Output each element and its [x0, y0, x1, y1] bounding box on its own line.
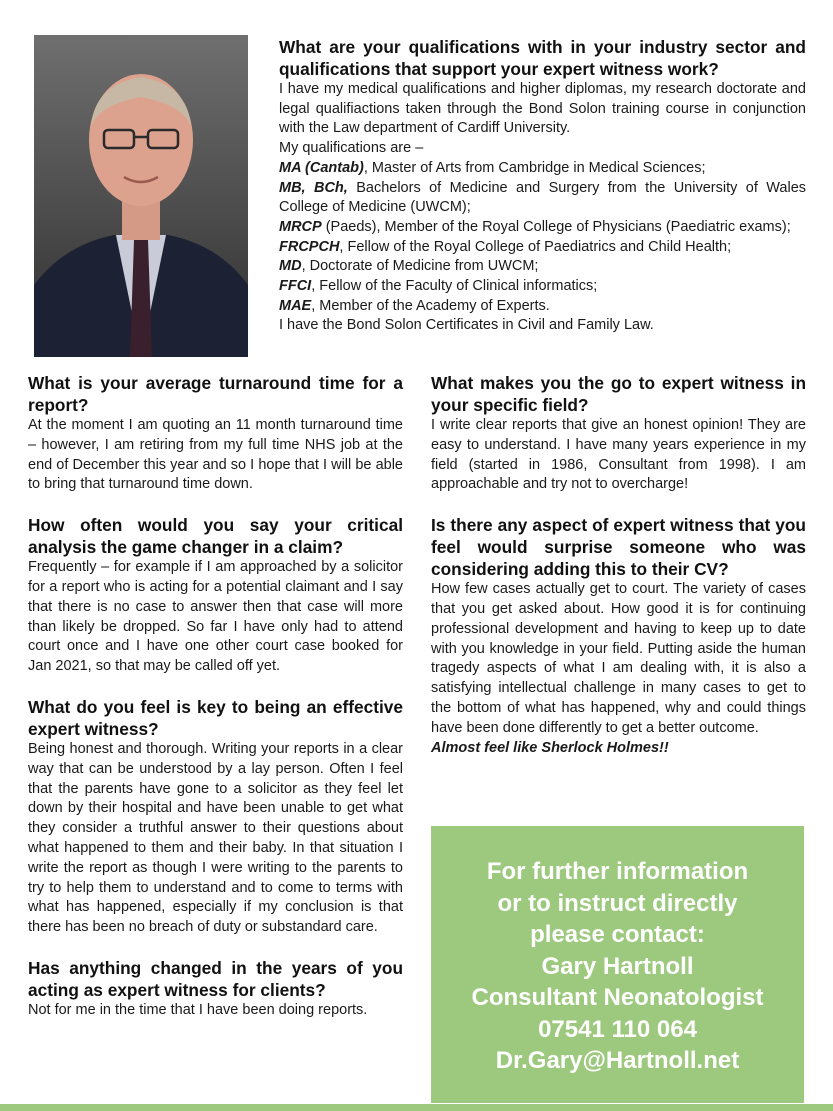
qualification-item: FFCI, Fellow of the Faculty of Clinical informatics;: [279, 278, 598, 295]
footer-accent-bar: [0, 1104, 833, 1111]
qualification-item: MA (Cantab), Master of Arts from Cambridge in Medical Sciences;: [279, 159, 706, 176]
qualifications-list: [279, 159, 806, 317]
qualification-item: MRCP (Paeds), Member of the Royal College of Physicians (Paediatric exams);: [279, 218, 791, 235]
contact-name: Gary Hartnoll: [541, 952, 694, 980]
closing-remark: Almost feel like Sherlock Holmes!!: [431, 739, 669, 756]
qualifications-answer: I have my medical qualifications and higher diplomas, my research doctorate and legal qualifiactions taken through the Bond Solon training course in conjunction with the Law department of Cardiff University.: [279, 81, 806, 137]
answer-text: I write clear reports that give an honest opinion! They are easy to understand. I have many years experience in my field (started in 1986, Consultant from 1998). I am approachable and try not to overcharge!: [431, 417, 806, 493]
question-heading: What makes you the go to expert witness in your specific field?: [431, 373, 806, 415]
qa-block: [28, 957, 403, 1021]
qualification-item: MAE, Member of the Academy of Experts.: [279, 297, 550, 314]
contact-line: or to instruct directly: [497, 889, 738, 917]
answer-text: At the moment I am quoting an 11 month turnaround time – however, I am retiring from my full time NHS job at the end of December this year and so I hope that I will be able to bring that turnaround time down.: [28, 417, 403, 493]
contact-email: Dr.Gary@Hartnoll.net: [495, 1047, 740, 1074]
answer-text: How few cases actually get to court. The variety of cases that you get asked about. How good it is for continuing professional development and having to keep up to date with you knowledge in your field. Putting aside the human tragedy aspects of what I am dealing with, it is also a satisfying intellectual challenge in many cases to get to the bottom of what has happened, why and could things have been done differently to get a better outcome.: [431, 581, 806, 736]
contact-line: please contact:: [530, 921, 705, 948]
contact-box: [431, 826, 804, 1103]
question-heading: What do you feel is key to being an effective expert witness?: [28, 696, 403, 739]
qa-block: [431, 372, 806, 495]
right-column: [431, 372, 806, 777]
portrait-photo: [34, 35, 248, 357]
qa-block: [28, 514, 403, 677]
answer-text: Frequently – for example if I am approached by a solicitor for a report who is acting for a potential claimant and I say that there is no case to answer then that case will more than likely be dropped. So far I have only had to attend court once and I have one other court case booked for Jan 2021, so that may be called off yet.: [28, 559, 403, 675]
qualification-item: MB, BCh, Bachelors of Medicine and Surgery from the University of Wales College of Medicine (UWCM);: [279, 179, 807, 216]
contact-phone: 07541 110 064: [538, 1015, 697, 1043]
qualifications-section: [279, 36, 806, 336]
qualifications-list-intro: My qualifications are –: [279, 140, 424, 157]
question-heading: Is there any aspect of expert witness that you feel would surprise someone who was considering adding this to their CV?: [431, 515, 806, 580]
qualifications-question: What are your qualifications with in your industry sector and qualifications that support your expert witness work?: [279, 37, 806, 79]
left-column: [28, 372, 403, 1040]
qualification-item: FRCPCH, Fellow of the Royal College of Paediatrics and Child Health;: [279, 238, 732, 255]
answer-text: Not for me in the time that I have been doing reports.: [28, 1001, 368, 1018]
qa-block: [431, 514, 806, 758]
question-heading: How often would you say your critical analysis the game changer in a claim?: [28, 515, 403, 558]
contact-line: For further information: [486, 858, 749, 885]
contact-title: Consultant Neonatologist: [471, 984, 764, 1011]
answer-text: Being honest and thorough. Writing your reports in a clear way that can be understood by a lay person. Often I feel that the parents have gone to a solicitor as they feel let down by their hospital and have been unable to get what they consider a truthful answer to their questions about what happened to them and their baby. In that situation I write the report as though I were writing to the parents to try to help them to understand and to come to terms with what has happened, especially if my conclusion is that there has been no breach of duty or substandard care.: [28, 740, 403, 936]
qa-block: [28, 696, 403, 938]
qualifications-closing: I have the Bond Solon Certificates in Civil and Family Law.: [279, 317, 654, 334]
qualification-item: MD, Doctorate of Medicine from UWCM;: [279, 258, 539, 275]
question-heading: Has anything changed in the years of you acting as expert witness for clients?: [28, 957, 403, 1000]
question-heading: What is your average turnaround time for a report?: [28, 373, 403, 415]
qa-block: [28, 372, 403, 495]
